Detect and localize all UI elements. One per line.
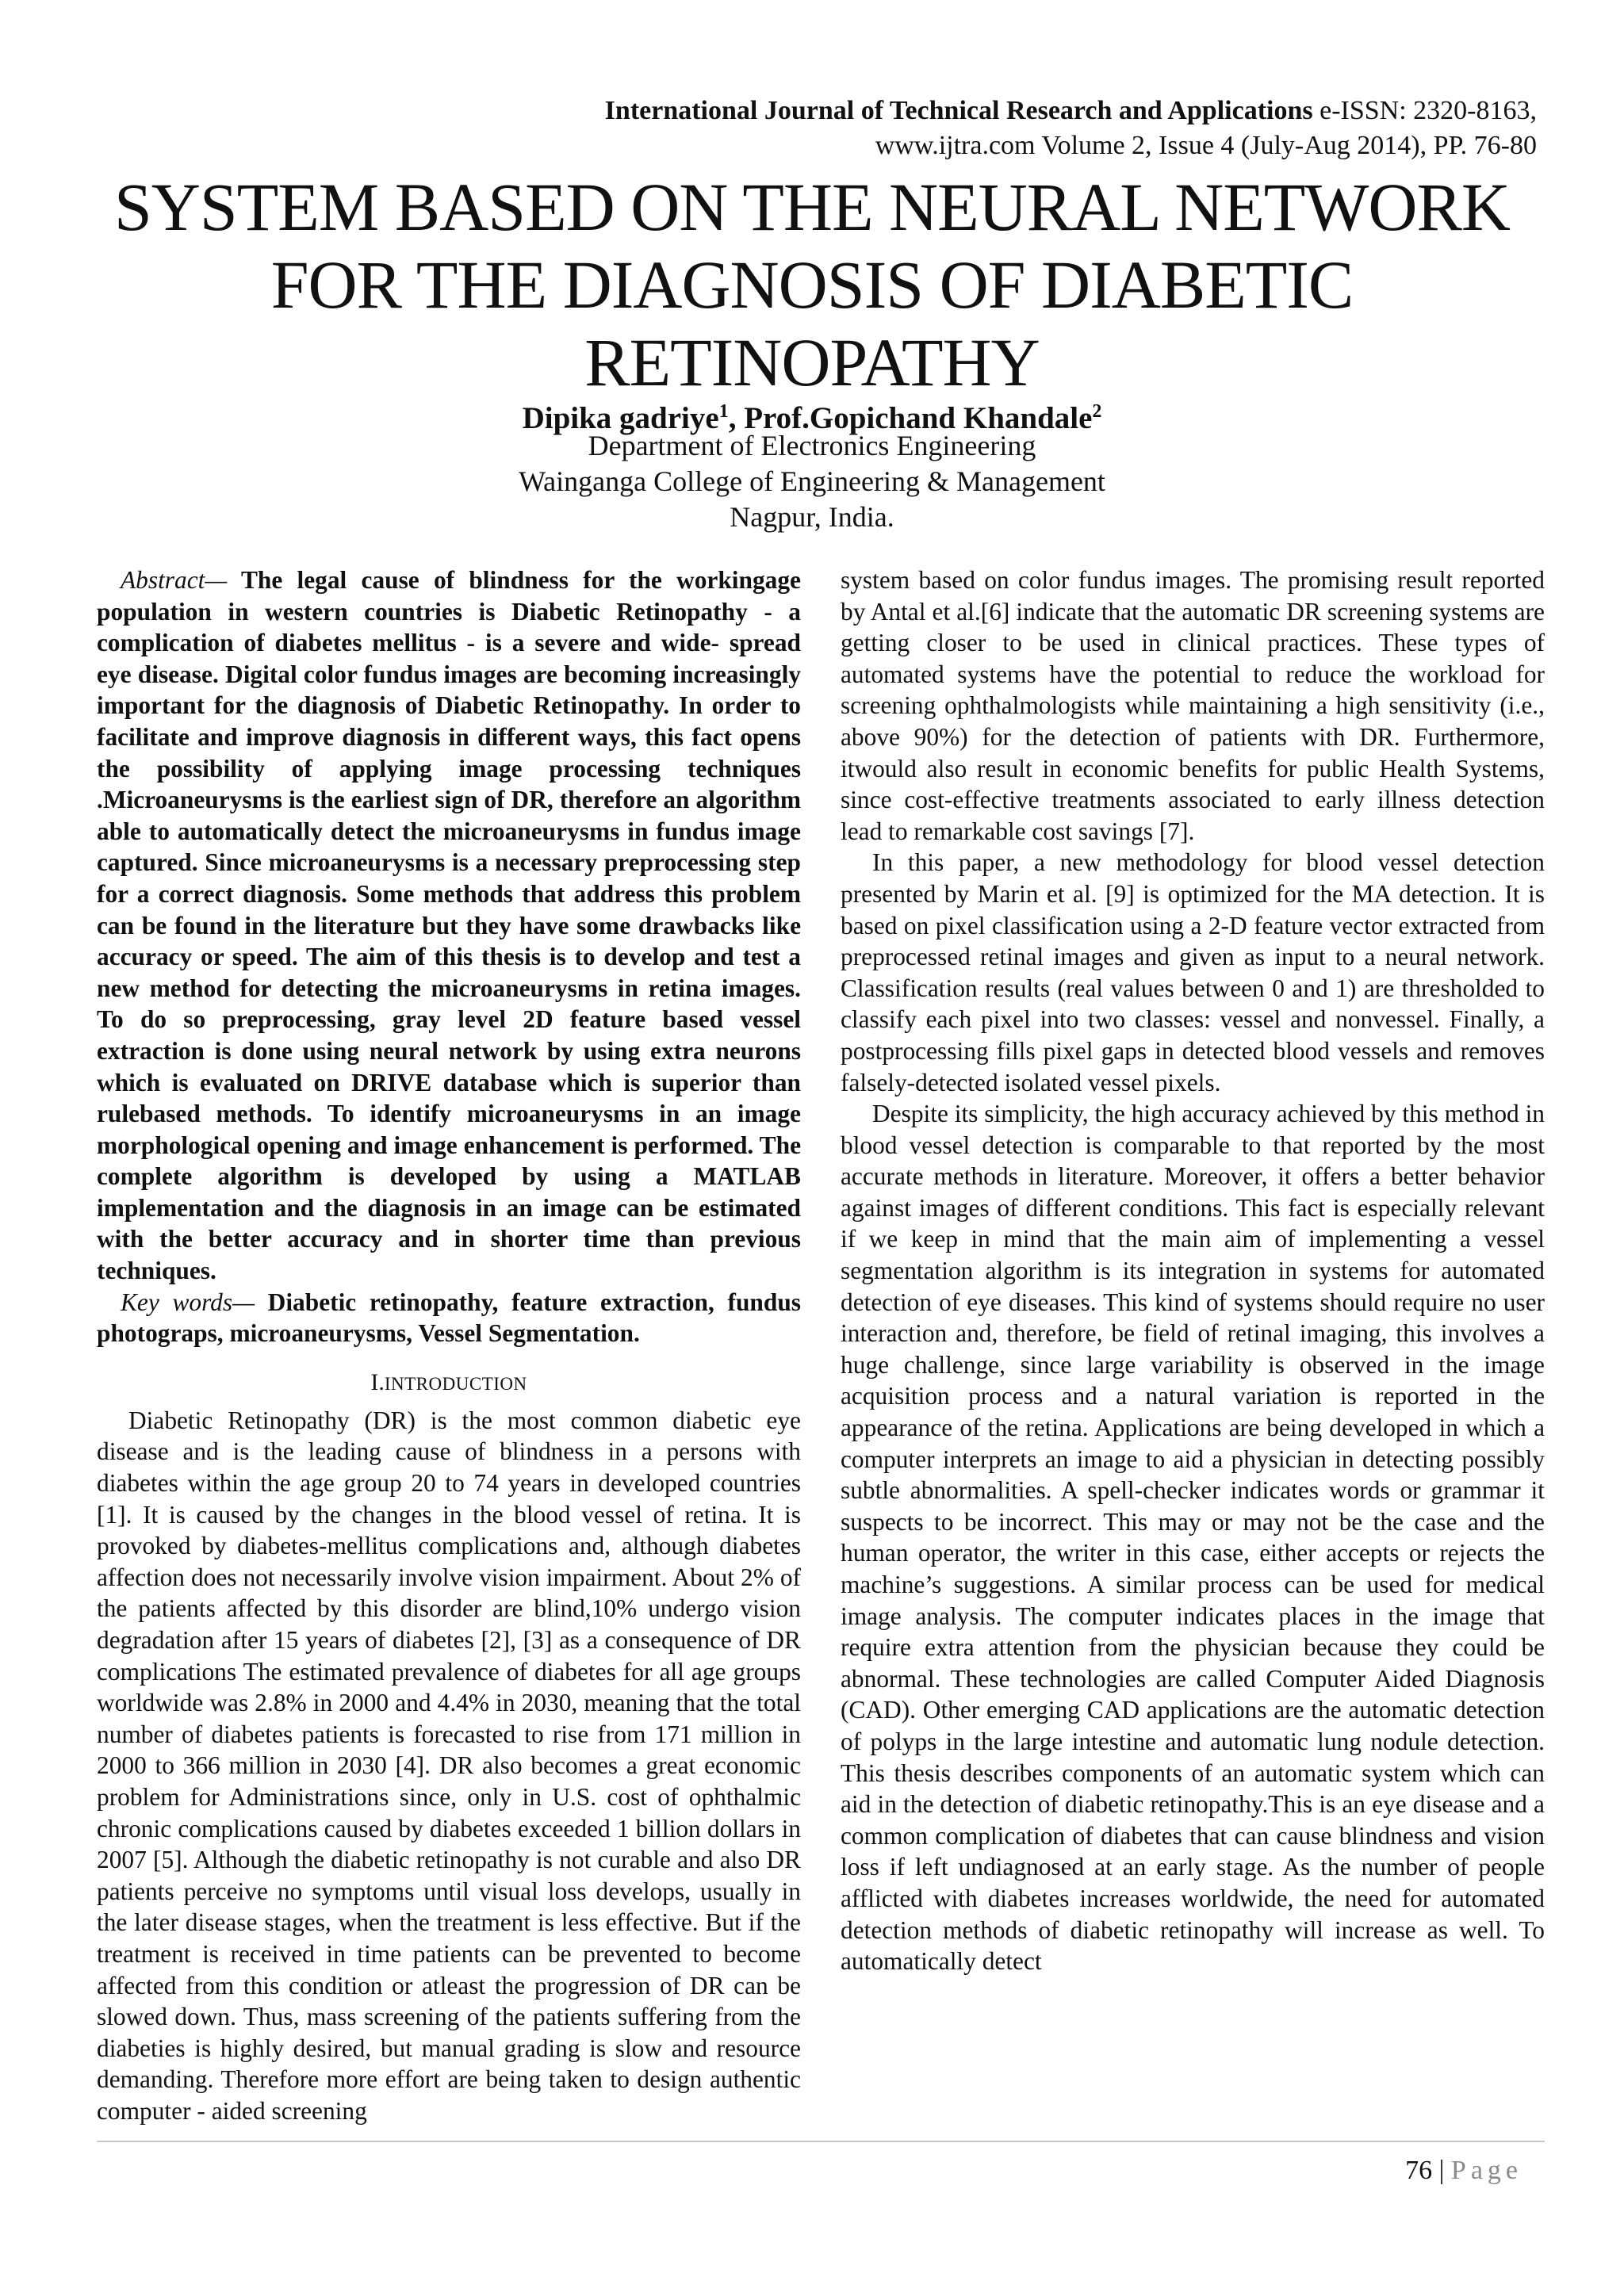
- intro-paragraph-1-continued: system based on color fundus images. The promising result reported by Antal et al.[6] indicate that the automatic DR screening systems are getting closer to be used in clinical practices. These types of automated systems have the potential to reduce the workload for screening ophthalmologists while maintaining a high sensitivity (i.e., above 90%) for the detection of patients with DR. Furthermore, itwould also result in economic benefits for public Health Systems, since cost-effective treatments associated to early illness detection lead to remarkable cost savings [7].: [841, 566, 1545, 845]
- title-line-2: FOR THE DIAGNOSIS OF DIABETIC: [270, 247, 1354, 323]
- intro-paragraph-2: In this paper, a new methodology for blood vessel detection presented by Marin et al. [9] is optimized for the MA detection. It is based on pixel classification using a 2-D feature vector extracted from preprocessed retinal images and given as input to a neural network. Classification results (real values between 0 and 1) are thresholded to classify each pixel into two classes: vessel and nonvessel. Finally, a postprocessing fills pixel gaps in detected blood vessels and removes falsely-detected isolated vessel pixels.: [841, 848, 1545, 1096]
- author-1: Dipika gadriye: [522, 401, 719, 435]
- left-column: [97, 564, 801, 2127]
- journal-name: International Journal of Technical Research and Applications: [604, 96, 1313, 125]
- keywords-label: Key words—: [121, 1288, 255, 1316]
- journal-header-line2: www.ijtra.com Volume 2, Issue 4 (July-Aug 2014), PP. 76-80: [875, 131, 1537, 160]
- journal-issn: e-ISSN: 2320-8163,: [1312, 96, 1537, 125]
- page-word: Page: [1450, 2156, 1522, 2185]
- abstract: [97, 564, 801, 1287]
- affiliation: [0, 428, 1624, 535]
- abstract-text: The legal cause of blindness for the workingage population in western countries is Diabetic Retinopathy - a complication of diabetes mellitus - is a severe and wide- spread eye disease. Digital color fundus images are becoming increasingly important for the diagnosis of Diabetic Retinopathy. In order to facilitate and improve diagnosis in different ways, this fact opens the possibility of applying image processing techniques .Microaneurysms is the earliest sign of DR, therefore an algorithm able to automatically detect the microaneurysms in fundus image captured. Since microaneurysms is a necessary preprocessing step for a correct diagnosis. Some methods that address this problem can be found in the literature but they have some drawbacks like accuracy or speed. The aim of this thesis is to develop and test a new method for detecting the microaneurysms in retina images. To do so preprocessing, gray level 2D feature based vessel extraction is done using neural network by using extra neurons which is evaluated on DRIVE database which is superior than rulebased methods. To identify microaneurysms in an image morphological opening and image enhancement is performed. The complete algorithm is developed by using a MATLAB implementation and the diagnosis in an image can be estimated with the better accuracy and in shorter time than previous techniques.: [97, 566, 801, 1285]
- author-separator: ,: [728, 401, 745, 435]
- intro-paragraph-1: Diabetic Retinopathy (DR) is the most common diabetic eye disease and is the leading cause of blindness in a persons with diabetes within the age group 20 to 74 years in developed countries [1]. It is caused by the changes in the blood vessel of retina. It is provoked by diabetes-mellitus complications and, although diabetes affection does not necessarily involve vision impairment. About 2% of the patients affected by this disorder are blind,10% undergo vision degradation after 15 years of diabetes [2], [3] as a consequence of DR complications The estimated prevalence of diabetes for all age groups worldwide was 2.8% in 2000 and 4.4% in 2030, meaning that the total number of diabetes patients is forecasted to rise from 171 million in 2000 to 366 million in 2030 [4]. DR also becomes a great economic problem for Administrations since, only in U.S. cost of ophthalmic chronic complications caused by diabetes exceeded 1 billion dollars in 2007 [5]. Although the diabetic retinopathy is not curable and also DR patients perceive no symptoms until visual loss develops, usually in the later disease stages, when the treatment is less effective. But if the treatment is received in time patients can be prevented to become affected from this condition or atleast the progression of DR can be slowed down. Thus, mass screening of the patients suffering from the diabeties is highly desired, but manual grading is slow and resource demanding. Therefore more effort are being taken to design authentic computer - aided screening: [97, 1406, 801, 2125]
- author-1-affil-mark: 1: [718, 401, 729, 422]
- abstract-label: Abstract—: [121, 566, 228, 594]
- section-number: I.: [370, 1368, 385, 1395]
- affiliation-college: Wainganga College of Engineering & Management: [519, 465, 1105, 497]
- right-column: [841, 564, 1545, 1977]
- paper-title: [79, 168, 1545, 401]
- affiliation-department: Department of Electronics Engineering: [588, 430, 1036, 461]
- journal-header-line1: [605, 94, 1537, 128]
- footer-separator: |: [1432, 2156, 1451, 2185]
- keywords-text: Diabetic retinopathy, feature extraction, fundus photograps, microaneurysms, Vessel Segmentation.: [97, 1288, 802, 1348]
- page-footer: [1405, 2155, 1522, 2187]
- section-title: INTRODUCTION: [384, 1373, 527, 1394]
- footer-divider: [97, 2141, 1545, 2142]
- keywords: [97, 1287, 801, 1349]
- title-line-3: RETINOPATHY: [584, 324, 1040, 400]
- intro-paragraph-3: Despite its simplicity, the high accuracy achieved by this method in blood vessel detection is comparable to that reported by the most accurate methods in literature. Moreover, it offers a better behavior against images of different conditions. This fact is especially relevant if we keep in mind that the main aim of implementing a vessel segmentation algorithm is its integration in systems for automated detection of eye diseases. This kind of systems should require no user interaction and, therefore, be field of retinal imaging, this involves a huge challenge, since large variability is observed in the image acquisition process and a natural variation is reported in the appearance of the retina. Applications are being developed in which a computer interprets an image to aid a physician in detecting possibly subtle abnormalities. A spell-checker indicates words or grammar it suspects to be incorrect. This may or may not be the case and the human operator, the writer in this case, either accepts or rejects the machine’s suggestions. A similar process can be used for medical image analysis. The computer indicates places in the image that require extra attention from the physician because they could be abnormal. These technologies are called Computer Aided Diagnosis (CAD). Other emerging CAD applications are the automatic detection of polyps in the large intestine and automatic lung nodule detection. This thesis describes components of an automatic system which can aid in the detection of diabetic retinopathy.This is an eye disease and a common complication of diabetes that can cause blindness and vision loss if left undiagnosed at an early stage. As the number of people afflicted with diabetes increases worldwide, the need for automated detection methods of diabetic retinopathy will increase as well. To automatically detect: [841, 1100, 1545, 1976]
- title-line-1: SYSTEM BASED ON THE NEURAL NETWORK: [113, 169, 1511, 245]
- section-heading-introduction: [97, 1365, 801, 1402]
- author-2: Prof.Gopichand Khandale: [744, 401, 1093, 435]
- affiliation-city: Nagpur, India.: [730, 501, 894, 533]
- author-2-affil-mark: 2: [1092, 401, 1102, 422]
- journal-header: [605, 94, 1537, 163]
- page-number: 76: [1405, 2156, 1433, 2185]
